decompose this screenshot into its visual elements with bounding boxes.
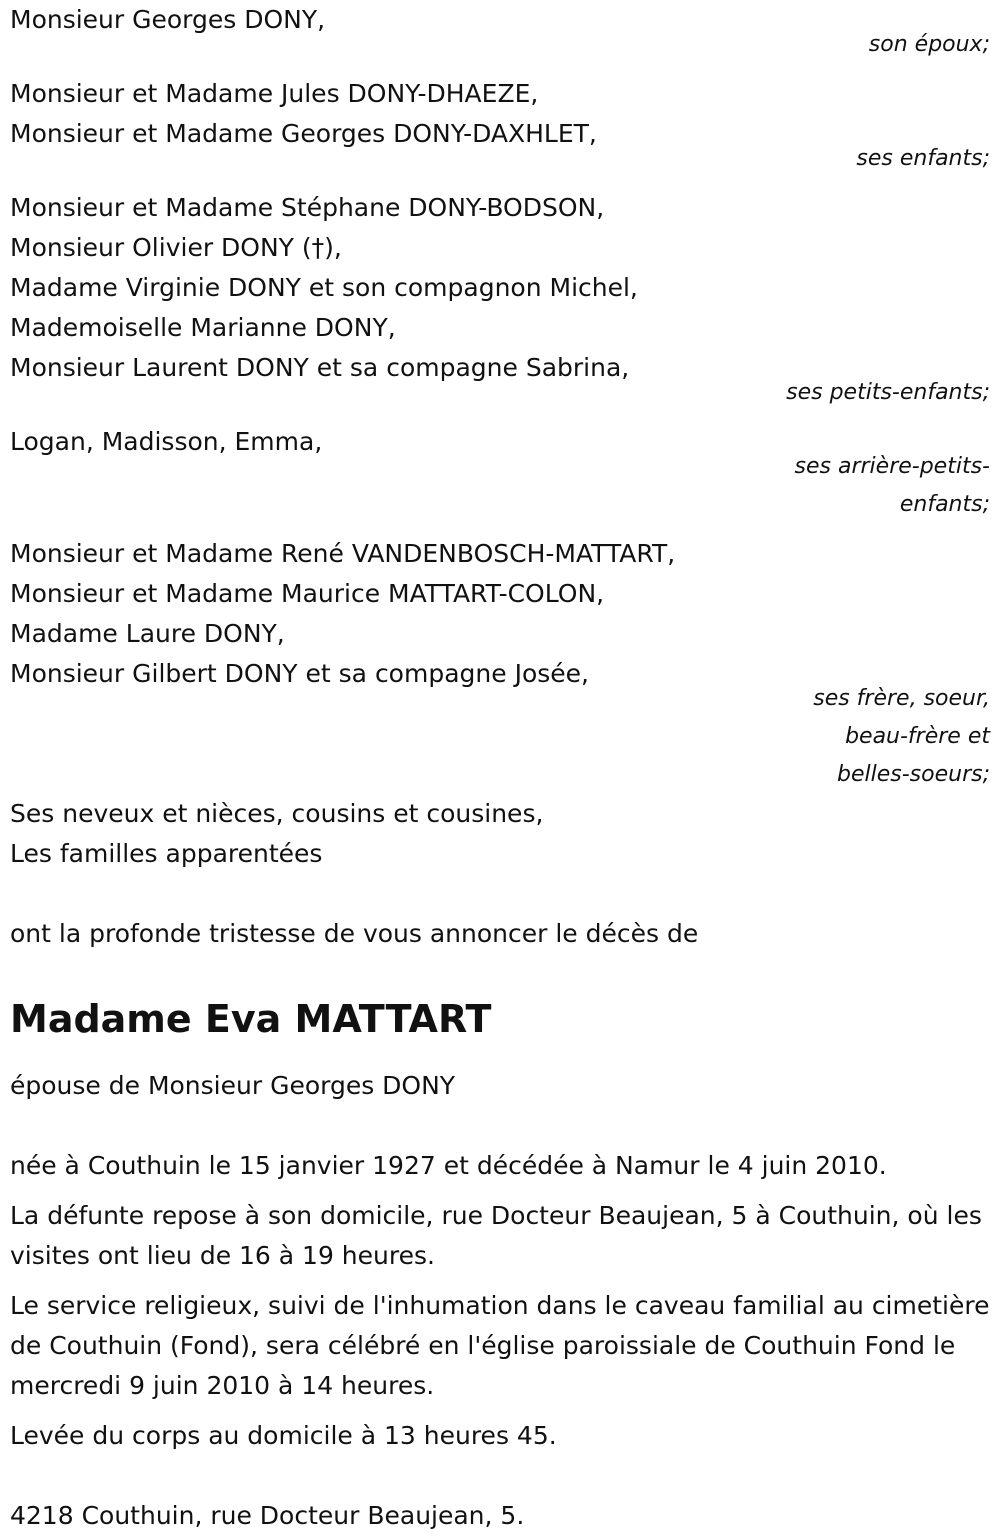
family-group-great-grandchildren [10, 422, 990, 524]
relation-label: ses petits-enfants; [786, 380, 990, 405]
family-line: Monsieur Georges DONY, [10, 5, 326, 34]
address: 4218 Couthuin, rue Docteur Beaujean, 5. [10, 1501, 525, 1530]
relation-label: son époux; [868, 32, 990, 57]
relation-label: ses arrière-petits- [794, 454, 990, 479]
relation-label: ses enfants; [856, 146, 990, 171]
family-line: Monsieur et Madame Jules DONY-DHAEZE, [10, 79, 539, 108]
family-line: Monsieur Olivier DONY (†), [10, 233, 342, 262]
spouse-line: épouse de Monsieur Georges DONY [10, 1071, 456, 1100]
service-detail: Le service religieux, suivi de l'inhumation dans le caveau familial au cimetière de Couthuin (Fond), sera célébré en l'église paroissiale de Couthuin Fond le mercredi 9 juin 2010 à 14 heures. [10, 1291, 990, 1400]
other-relatives [10, 794, 990, 874]
family-line: Monsieur et Madame Maurice MATTART-COLON, [10, 579, 605, 608]
other-relatives-line: Les familles apparentées [10, 839, 323, 868]
family-line: Monsieur et Madame Stéphane DONY-BODSON, [10, 193, 605, 222]
family-line: Madame Virginie DONY et son compagnon Michel, [10, 273, 638, 302]
family-group-grandchildren [10, 188, 990, 412]
family-line: Monsieur et Madame Georges DONY-DAXHLET, [10, 119, 597, 148]
other-relatives-line: Ses neveux et nièces, cousins et cousines, [10, 799, 544, 828]
family-line: Monsieur et Madame René VANDENBOSCH-MATTART, [10, 539, 676, 568]
family-line: Logan, Madisson, Emma, [10, 427, 323, 456]
relation-label: ses frère, soeur, [813, 686, 990, 711]
family-group-siblings [10, 534, 990, 794]
family-group-spouse [10, 0, 990, 64]
repose-detail: La défunte repose à son domicile, rue Docteur Beaujean, 5 à Couthuin, où les visites ont lieu de 16 à 19 heures. [10, 1201, 982, 1270]
family-group-children [10, 74, 990, 178]
deceased-name: Madame Eva MATTART [10, 997, 492, 1041]
family-line: Mademoiselle Marianne DONY, [10, 313, 396, 342]
family-line: Monsieur Laurent DONY et sa compagne Sabrina, [10, 353, 630, 382]
levee-detail: Levée du corps au domicile à 13 heures 45. [10, 1421, 557, 1450]
relation-label: beau-frère et [845, 724, 990, 749]
relation-label: belles-soeurs; [837, 762, 990, 787]
birth-death-detail: née à Couthuin le 15 janvier 1927 et décédée à Namur le 4 juin 2010. [10, 1151, 887, 1180]
announcement-text: ont la profonde tristesse de vous annoncer le décès de [10, 919, 699, 948]
relation-label: enfants; [899, 492, 990, 517]
family-line: Madame Laure DONY, [10, 619, 285, 648]
family-line: Monsieur Gilbert DONY et sa compagne Josée, [10, 659, 589, 688]
